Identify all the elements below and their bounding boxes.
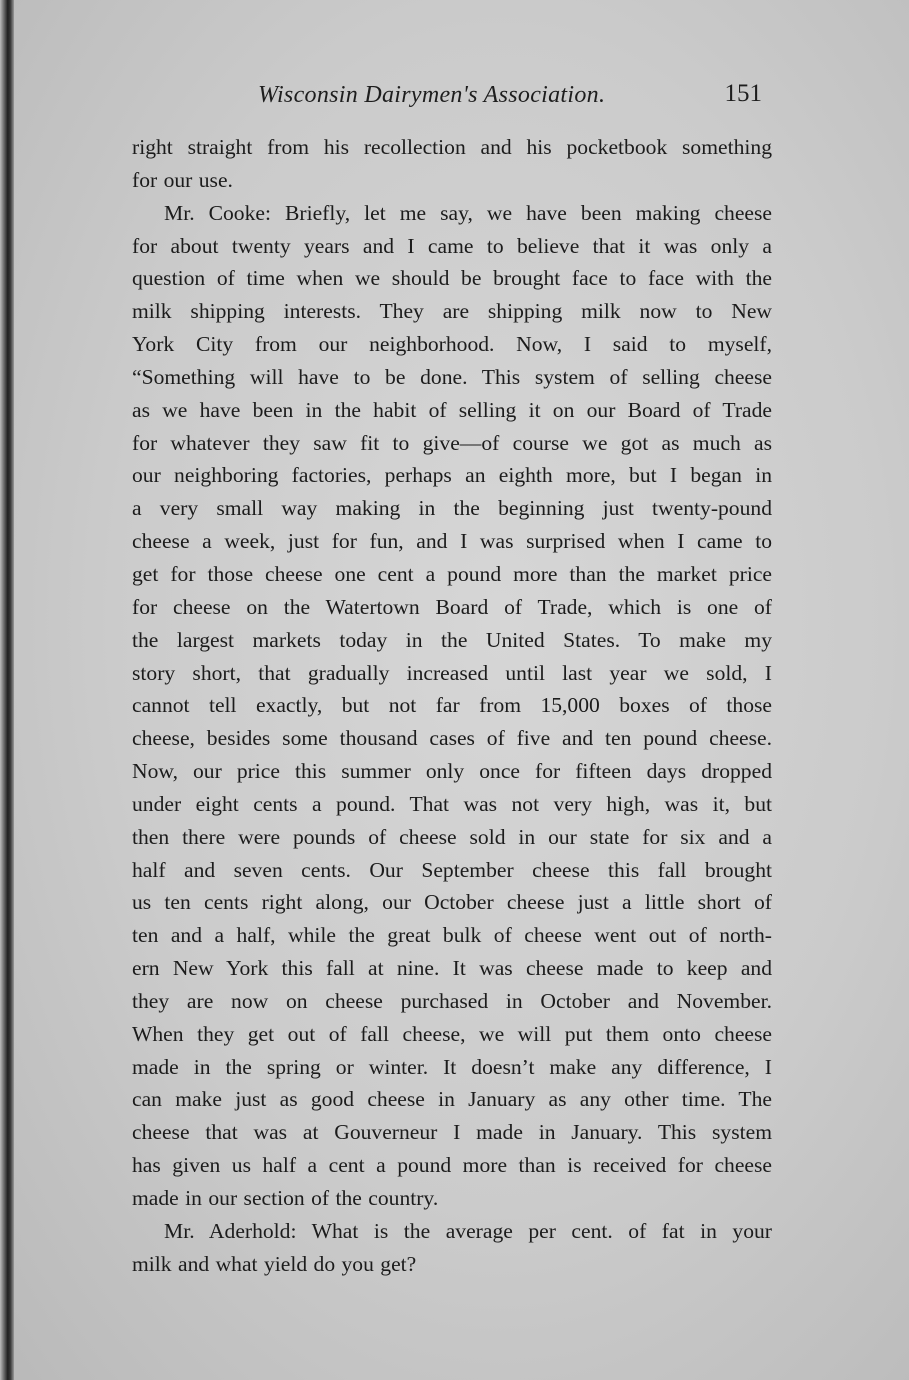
text-line: When they get out of fall cheese, we will put them onto cheese — [132, 1021, 772, 1046]
text-line: can make just as good cheese in January as any other time. The — [132, 1087, 772, 1112]
text-line: milk and what yield do you get? — [132, 1251, 417, 1276]
text-line: made in our section of the country. — [132, 1186, 439, 1210]
text-line: for whatever they saw fit to give—of course we got as much as — [132, 430, 772, 455]
text-line: under eight cents a pound. That was not very high, was it, but — [132, 791, 772, 816]
text-line: cheese, besides some thousand cases of five and ten pound cheese. — [132, 726, 772, 751]
text-line: for our use. — [132, 167, 233, 192]
page-number: 151 — [724, 80, 762, 107]
text-line: has given us half a cent a pound more than is received for cheese — [132, 1153, 772, 1178]
running-title: Wisconsin Dairymen's Association. — [258, 82, 606, 108]
text-line: Mr. Aderhold: What is the average per cent. of fat in your — [164, 1218, 772, 1243]
text-line: for cheese on the Watertown Board of Trade, which is one of — [132, 594, 772, 619]
text-line: then there were pounds of cheese sold in our state for six and a — [132, 824, 772, 849]
text-line: ten and a half, while the great bulk of cheese went out of north- — [132, 923, 772, 948]
text-line: question of time when we should be brought face to face with the — [132, 266, 772, 291]
book-binding-edge — [0, 0, 14, 1380]
text-line: as we have been in the habit of selling it on our Board of Trade — [132, 397, 772, 422]
text-line: for about twenty years and I came to believe that it was only a — [132, 233, 772, 258]
text-line: right straight from his recollection and his pocketbook something — [132, 135, 772, 159]
text-line: us ten cents right along, our October cheese just a little short of — [132, 890, 772, 915]
page-header — [130, 82, 770, 116]
text-line: “Something will have to be done. This system of selling cheese — [132, 364, 772, 389]
text-line: the largest markets today in the United States. To make my — [132, 627, 772, 652]
body-text — [132, 131, 772, 1281]
text-line: get for those cheese one cent a pound more than the market price — [132, 561, 772, 586]
text-line: half and seven cents. Our September cheese this fall brought — [132, 857, 772, 882]
text-line: cannot tell exactly, but not far from 15,000 boxes of those — [132, 693, 772, 718]
text-line: story short, that gradually increased until last year we sold, I — [132, 660, 772, 685]
text-line: cheese a week, just for fun, and I was surprised when I came to — [132, 529, 772, 554]
text-line: Mr. Cooke: Briefly, let me say, we have been making cheese — [164, 200, 772, 225]
text-line: a very small way making in the beginning just twenty-pound — [132, 496, 772, 521]
text-line: ern New York this fall at nine. It was cheese made to keep and — [132, 956, 772, 981]
text-line: York City from our neighborhood. Now, I said to myself, — [132, 332, 772, 357]
text-line: cheese that was at Gouverneur I made in January. This system — [132, 1120, 772, 1145]
text-line: milk shipping interests. They are shipping milk now to New — [132, 299, 772, 324]
text-line: made in the spring or winter. It doesn’t make any difference, I — [132, 1054, 772, 1079]
text-line: Now, our price this summer only once for fifteen days dropped — [132, 759, 772, 784]
text-line: they are now on cheese purchased in October and November. — [132, 988, 772, 1013]
text-line: our neighboring factories, perhaps an eighth more, but I began in — [132, 463, 772, 488]
